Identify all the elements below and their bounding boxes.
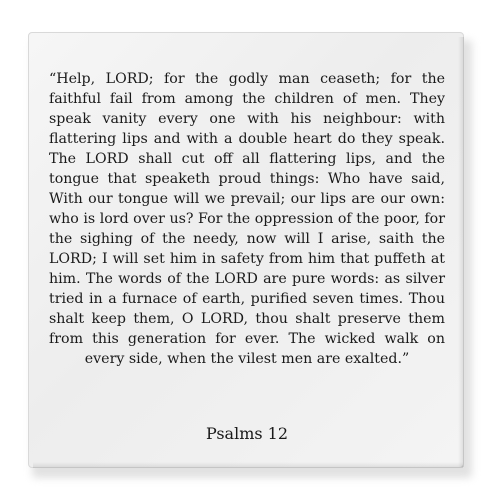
verse-text: “Help, LORD; for the godly man ceaseth; for the faithful fail from among the children of men. They speak vanity every one with his neighbour: with flattering lips and with a double heart do they speak. The LORD shall cut off all flattering lips, and the tongue that speaketh proud things: Who have said, With our tongue will we prevail; our lips are our own: who is lord over us? For the oppression of the poor, for the sighing of the needy, now will I arise, saith the LORD; I will set him in safety from him that puffeth at him. The words of the LORD are pure words: as silver tried in a furnace of earth, purified seven times. Thou shalt keep them, O LORD, thou shalt preserve them from this generation for ever. The wicked walk on every side, when the vilest men are exalted.” [49, 71, 445, 367]
tile-edge-bottom [33, 462, 463, 468]
verse-reference: Psalms 12 [205, 424, 289, 443]
scripture-tile [28, 32, 464, 468]
tile-edge-right [458, 37, 464, 467]
